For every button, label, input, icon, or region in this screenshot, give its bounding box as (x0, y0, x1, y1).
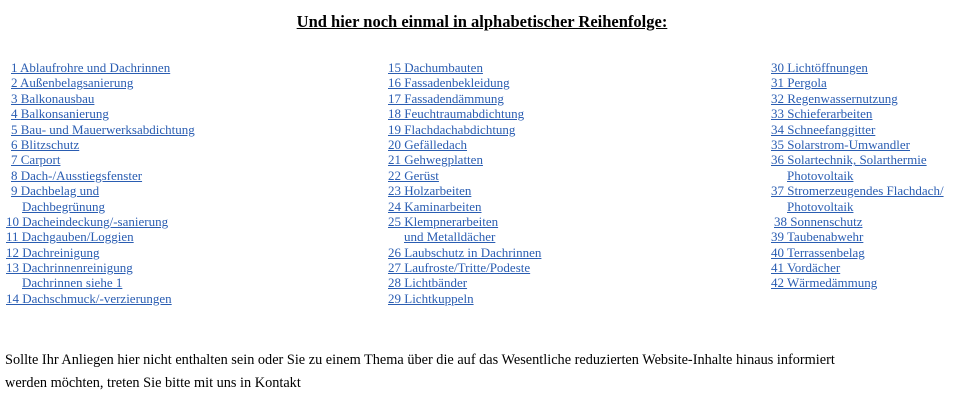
index-link-19[interactable]: 19 Flachdachabdichtung (388, 121, 516, 137)
list-item (388, 91, 541, 106)
index-link-33[interactable]: 33 Schieferarbeiten (771, 106, 873, 122)
index-link-12[interactable]: 12 Dachreinigung (6, 244, 100, 260)
index-link-2[interactable]: 2 Außenbelagsanierung (11, 75, 134, 91)
list-item (388, 183, 541, 198)
index-link-22[interactable]: 22 Gerüst (388, 167, 439, 183)
list-item (771, 106, 944, 121)
list-item (6, 106, 195, 121)
list-item (388, 245, 541, 260)
index-link-28[interactable]: 28 Lichtbänder (388, 275, 468, 291)
index-link-31[interactable]: 31 Pergola (771, 75, 827, 91)
list-item (6, 183, 195, 198)
index-link-25[interactable]: 25 Klempnerarbeiten (388, 213, 499, 229)
list-item (388, 291, 541, 306)
index-link-25-cont[interactable]: und Metalldächer (404, 229, 496, 245)
list-item (771, 60, 944, 75)
list-item (6, 291, 195, 306)
list-item (388, 106, 541, 121)
index-link-26[interactable]: 26 Laubschutz in Dachrinnen (388, 244, 542, 260)
list-item (388, 168, 541, 183)
list-item (771, 275, 944, 290)
index-link-4[interactable]: 4 Balkonsanierung (11, 106, 109, 122)
index-link-37[interactable]: 37 Stromerzeugendes Flachdach/ (771, 183, 944, 199)
list-item (771, 152, 944, 167)
index-link-34[interactable]: 34 Schneefanggitter (771, 121, 876, 137)
list-item (6, 137, 195, 152)
index-link-40[interactable]: 40 Terrassenbelag (771, 244, 865, 260)
index-link-9[interactable]: 9 Dachbelag und (11, 183, 100, 199)
index-link-10[interactable]: 10 Dacheindeckung/-sanierung (6, 213, 169, 229)
list-item (6, 229, 195, 244)
index-link-13-cont[interactable]: Dachrinnen siehe 1 (22, 275, 123, 291)
index-link-11[interactable]: 11 Dachgauben/Loggien (6, 229, 134, 245)
list-item (6, 91, 195, 106)
index-link-14[interactable]: 14 Dachschmuck/-verzierungen (6, 290, 172, 306)
index-link-18[interactable]: 18 Feuchtraumabdichtung (388, 106, 525, 122)
footer-line-2: werden möchten, treten Sie bitte mit uns in Kontakt (5, 375, 301, 391)
index-link-13[interactable]: 13 Dachrinnenreinigung (6, 260, 133, 276)
list-item (771, 183, 944, 198)
index-link-20[interactable]: 20 Gefälledach (388, 136, 468, 152)
index-link-36-cont[interactable]: Photovoltaik (787, 167, 854, 183)
list-item (771, 245, 944, 260)
list-item (6, 75, 195, 90)
list-item (771, 214, 944, 229)
index-link-29[interactable]: 29 Lichtkuppeln (388, 290, 474, 306)
index-link-41[interactable]: 41 Vordächer (771, 260, 841, 276)
list-item (388, 214, 541, 229)
list-item (388, 229, 541, 244)
index-link-17[interactable]: 17 Fassadendämmung (388, 90, 504, 106)
list-item (6, 152, 195, 167)
index-link-23[interactable]: 23 Holzarbeiten (388, 183, 472, 199)
index-link-5[interactable]: 5 Bau- und Mauerwerksabdichtung (11, 121, 195, 137)
list-item (388, 137, 541, 152)
link-column-0 (6, 60, 195, 306)
footer-note (5, 349, 835, 395)
list-item (771, 91, 944, 106)
index-link-24[interactable]: 24 Kaminarbeiten (388, 198, 482, 214)
index-link-32[interactable]: 32 Regenwassernutzung (771, 90, 898, 106)
footer-line-1: Sollte Ihr Anliegen hier nicht enthalten sein oder Sie zu einem Thema über die auf das Wesentliche reduzierten Website-Inhalte hinaus informiert (5, 352, 835, 368)
list-item (771, 75, 944, 90)
list-item (388, 60, 541, 75)
list-item (388, 260, 541, 275)
list-item (6, 60, 195, 75)
list-item (6, 199, 195, 214)
list-item (6, 168, 195, 183)
list-item (771, 168, 944, 183)
list-item (771, 229, 944, 244)
index-link-30[interactable]: 30 Lichtöffnungen (771, 60, 868, 75)
index-link-1[interactable]: 1 Ablaufrohre und Dachrinnen (11, 60, 171, 75)
link-column-2 (771, 60, 944, 291)
list-item (771, 122, 944, 137)
list-item (388, 199, 541, 214)
index-link-42[interactable]: 42 Wärmedämmung (771, 275, 878, 291)
index-link-21[interactable]: 21 Gehwegplatten (388, 152, 483, 168)
index-link-36[interactable]: 36 Solartechnik, Solarthermie (771, 152, 927, 168)
index-link-35[interactable]: 35 Solarstrom-Umwandler (771, 136, 911, 152)
index-link-37-cont[interactable]: Photovoltaik (787, 198, 854, 214)
index-link-15[interactable]: 15 Dachumbauten (388, 60, 483, 75)
list-item (6, 122, 195, 137)
index-link-16[interactable]: 16 Fassadenbekleidung (388, 75, 510, 91)
link-column-1 (388, 60, 541, 306)
list-item (388, 152, 541, 167)
index-link-27[interactable]: 27 Laufroste/Tritte/Podeste (388, 260, 531, 276)
index-link-7[interactable]: 7 Carport (11, 152, 61, 168)
index-link-3[interactable]: 3 Balkonausbau (11, 90, 95, 106)
list-item (388, 122, 541, 137)
index-link-6[interactable]: 6 Blitzschutz (11, 136, 80, 152)
list-item (6, 260, 195, 275)
index-link-38[interactable]: 38 Sonnenschutz (774, 213, 863, 229)
list-item (771, 260, 944, 275)
index-link-8[interactable]: 8 Dach-/Ausstiegsfenster (11, 167, 143, 183)
index-link-39[interactable]: 39 Taubenabwehr (771, 229, 864, 245)
list-item (388, 75, 541, 90)
list-item (388, 275, 541, 290)
list-item (771, 137, 944, 152)
list-item (6, 245, 195, 260)
list-item (6, 275, 195, 290)
index-link-9-cont[interactable]: Dachbegrünung (22, 198, 106, 214)
list-item (6, 214, 195, 229)
list-item (771, 199, 944, 214)
page-title: Und hier noch einmal in alphabetischer Reihenfolge: (296, 12, 668, 31)
